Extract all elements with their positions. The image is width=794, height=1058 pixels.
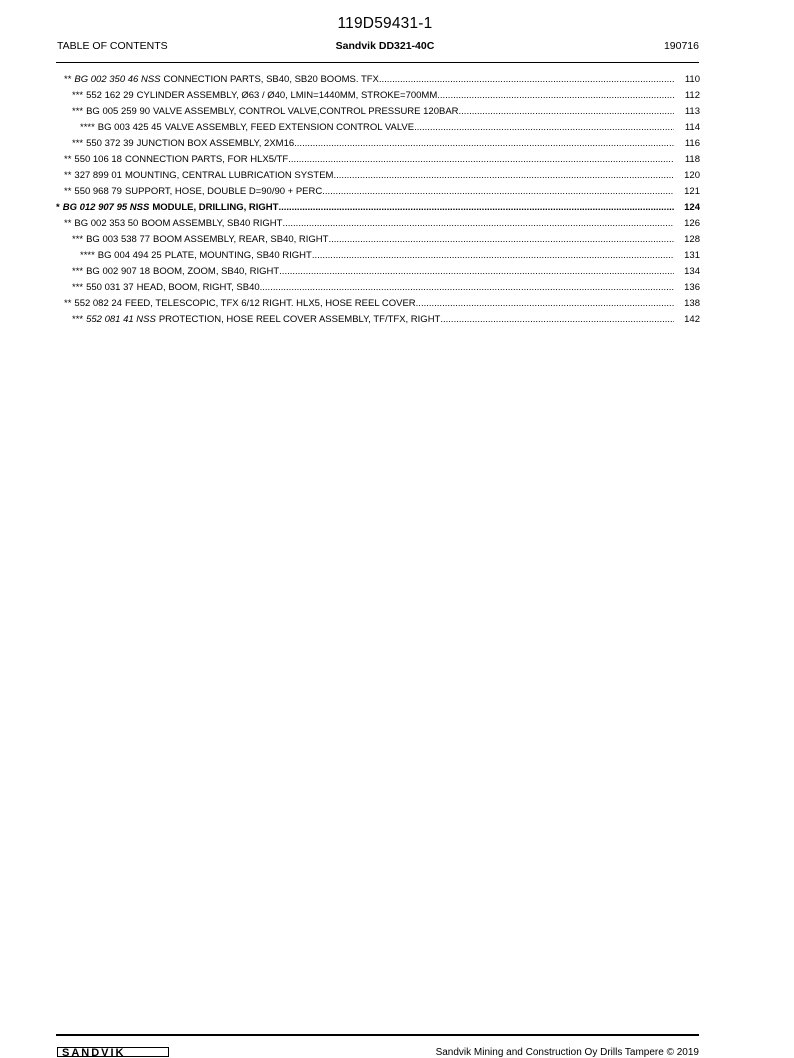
toc-entry[interactable] <box>56 250 700 266</box>
toc-dot-leader <box>294 138 674 149</box>
toc-level-marker: ** <box>64 74 72 85</box>
toc-page-number[interactable]: 118 <box>684 154 700 165</box>
toc-dot-leader <box>414 122 674 133</box>
toc-level-marker: **** <box>80 250 95 261</box>
toc-page-number[interactable]: 142 <box>684 314 700 325</box>
toc-dot-leader <box>333 170 674 181</box>
toc-entry[interactable] <box>56 186 700 202</box>
toc-page-number[interactable]: 116 <box>684 138 700 149</box>
toc-level-marker: ** <box>64 186 72 197</box>
table-of-contents <box>56 74 700 330</box>
toc-entry-title: HEAD, BOOM, RIGHT, SB40 <box>136 282 260 293</box>
toc-page-number[interactable]: 112 <box>684 90 700 101</box>
toc-level-marker: **** <box>80 122 95 133</box>
toc-page-number[interactable]: 121 <box>684 186 700 197</box>
toc-part-code: 550 968 79 <box>74 186 122 197</box>
header-divider <box>56 62 699 63</box>
toc-level-marker: *** <box>72 90 84 101</box>
toc-level-marker: *** <box>72 106 84 117</box>
toc-part-code: BG 005 259 90 <box>86 106 151 117</box>
toc-entry-title: CONNECTION PARTS, SB40, SB20 BOOMS. TFX <box>163 74 379 85</box>
toc-page-number[interactable]: 138 <box>684 298 700 309</box>
toc-entry-title: MODULE, DRILLING, RIGHT <box>152 202 279 213</box>
toc-dot-leader <box>288 154 674 165</box>
toc-part-code: BG 004 494 25 <box>97 250 162 261</box>
toc-level-marker: * <box>56 202 60 213</box>
toc-part-code: BG 012 907 95 NSS <box>62 202 150 213</box>
toc-dot-leader <box>416 298 674 309</box>
date-code: 190716 <box>663 40 699 52</box>
toc-page-number[interactable]: 131 <box>684 250 700 261</box>
toc-entry-title: BOOM, ZOOM, SB40, RIGHT <box>153 266 280 277</box>
toc-dot-leader <box>282 218 674 229</box>
toc-entry-title: CONNECTION PARTS, FOR HLX5/TF <box>124 154 289 165</box>
toc-entry[interactable] <box>56 90 700 106</box>
model-name: Sandvik DD321-40C <box>335 40 435 52</box>
toc-part-code: BG 003 425 45 <box>97 122 162 133</box>
toc-page-number[interactable]: 120 <box>684 170 700 181</box>
toc-part-code: BG 002 353 50 <box>74 218 139 229</box>
toc-entry[interactable] <box>56 234 700 250</box>
toc-page-number[interactable]: 114 <box>684 122 700 133</box>
toc-entry[interactable] <box>56 106 700 122</box>
toc-entry-title: BOOM ASSEMBLY, REAR, SB40, RIGHT <box>153 234 329 245</box>
toc-entry-title: FEED, TELESCOPIC, TFX 6/12 RIGHT. HLX5, HOSE REEL COVER <box>124 298 416 309</box>
toc-page-number[interactable]: 136 <box>684 282 700 293</box>
toc-entry-title: VALVE ASSEMBLY, FEED EXTENSION CONTROL VALVE <box>164 122 415 133</box>
footer-divider <box>56 1034 699 1036</box>
sandvik-logo: SANDVIK <box>57 1047 169 1057</box>
toc-entry[interactable] <box>56 266 700 282</box>
toc-part-code: 550 106 18 <box>74 154 122 165</box>
toc-entry-title: MOUNTING, CENTRAL LUBRICATION SYSTEM <box>124 170 334 181</box>
toc-entry-title: VALVE ASSEMBLY, CONTROL VALVE,CONTROL PRESSURE 120BAR <box>153 106 459 117</box>
toc-entry-title: SUPPORT, HOSE, DOUBLE D=90/90 + PERC. <box>124 186 325 197</box>
toc-level-marker: *** <box>72 266 84 277</box>
toc-level-marker: *** <box>72 138 84 149</box>
toc-entry-title: PLATE, MOUNTING, SB40 RIGHT <box>164 250 312 261</box>
toc-part-code: 550 031 37 <box>86 282 134 293</box>
toc-entry[interactable] <box>56 170 700 186</box>
toc-dot-leader <box>279 266 674 277</box>
toc-page-number[interactable]: 128 <box>684 234 700 245</box>
toc-dot-leader <box>459 106 674 117</box>
toc-dot-leader <box>328 234 674 245</box>
toc-entry-title: JUNCTION BOX ASSEMBLY, 2XM16 <box>136 138 295 149</box>
toc-entry[interactable] <box>56 154 700 170</box>
toc-entry[interactable] <box>56 138 700 154</box>
toc-page-number[interactable]: 110 <box>684 74 700 85</box>
toc-part-code: BG 003 538 77 <box>86 234 151 245</box>
toc-entry[interactable] <box>56 202 700 218</box>
toc-level-marker: ** <box>64 298 72 309</box>
toc-level-marker: ** <box>64 218 72 229</box>
toc-entry-title: PROTECTION, HOSE REEL COVER ASSEMBLY, TF/TFX, RIGHT <box>158 314 441 325</box>
toc-part-code: 552 162 29 <box>86 90 134 101</box>
toc-level-marker: *** <box>72 282 84 293</box>
toc-part-code: BG 002 350 46 NSS <box>74 74 161 85</box>
toc-dot-leader <box>260 282 674 293</box>
footer-copyright: Sandvik Mining and Construction Oy Drills Tampere © 2019 <box>435 1047 699 1058</box>
toc-part-code: BG 002 907 18 <box>86 266 151 277</box>
toc-level-marker: ** <box>64 154 72 165</box>
toc-part-code: 552 082 24 <box>74 298 122 309</box>
toc-entry[interactable] <box>56 298 700 314</box>
toc-page-number[interactable]: 126 <box>684 218 700 229</box>
toc-entry[interactable] <box>56 122 700 138</box>
toc-dot-leader <box>312 250 674 261</box>
toc-page-number[interactable]: 134 <box>684 266 700 277</box>
toc-dot-leader <box>325 186 674 197</box>
toc-entry[interactable] <box>56 218 700 234</box>
toc-level-marker: *** <box>72 234 84 245</box>
toc-part-code: 550 372 39 <box>86 138 134 149</box>
toc-level-marker: ** <box>64 170 72 181</box>
toc-part-code: 552 081 41 NSS <box>86 314 156 325</box>
toc-entry[interactable] <box>56 314 700 330</box>
toc-page-number[interactable]: 113 <box>684 106 700 117</box>
toc-dot-leader <box>437 90 674 101</box>
toc-entry[interactable] <box>56 74 700 90</box>
toc-level-marker: *** <box>72 314 84 325</box>
toc-page-number[interactable]: 124 <box>684 202 700 213</box>
toc-entry-title: CYLINDER ASSEMBLY, Ø63 / Ø40, LMIN=1440MM, STROKE=700MM <box>136 90 438 101</box>
toc-dot-leader <box>379 74 674 85</box>
toc-part-code: 327 899 01 <box>74 170 122 181</box>
section-title: TABLE OF CONTENTS <box>57 40 168 52</box>
toc-entry-title: BOOM ASSEMBLY, SB40 RIGHT <box>141 218 283 229</box>
toc-dot-leader <box>278 202 674 213</box>
toc-dot-leader <box>440 314 674 325</box>
toc-entry[interactable] <box>56 282 700 298</box>
document-number: 119D59431-1 <box>337 15 433 32</box>
